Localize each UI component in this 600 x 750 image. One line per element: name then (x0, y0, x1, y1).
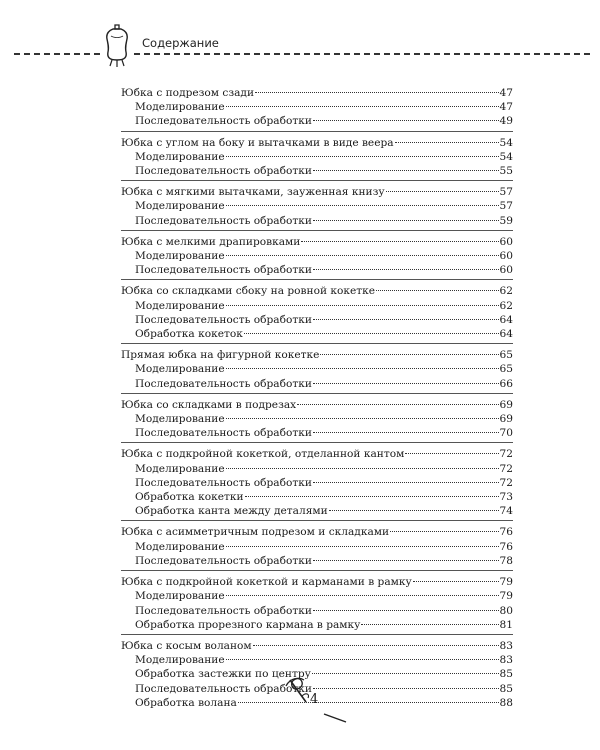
dot-leader (386, 191, 499, 192)
dot-leader (226, 156, 499, 157)
dot-leader (413, 581, 499, 582)
toc-section (121, 284, 513, 344)
dress-form-icon (100, 22, 134, 70)
toc-subentry[interactable] (121, 164, 513, 178)
toc-section (121, 136, 513, 182)
toc-entry-title: Последовательность обработки (135, 115, 312, 128)
toc-subentry[interactable] (121, 476, 513, 490)
toc-entry[interactable] (121, 447, 513, 461)
toc-subentry[interactable] (121, 426, 513, 440)
dot-leader (376, 290, 498, 291)
toc-subentry[interactable] (121, 412, 513, 426)
toc-page-number: 81 (499, 618, 513, 631)
toc-entry-title: Последовательность обработки (135, 214, 312, 227)
page-header (0, 0, 600, 70)
toc-entry[interactable] (121, 525, 513, 539)
toc-page-number: 70 (499, 427, 513, 440)
toc-page-number: 69 (499, 398, 513, 411)
toc-entry-title: Моделирование (135, 250, 225, 263)
toc-subentry[interactable] (121, 327, 513, 341)
toc-page-number: 62 (499, 299, 513, 312)
toc-entry-title: Моделирование (135, 654, 225, 667)
dot-leader (313, 319, 499, 320)
toc-section (121, 86, 513, 132)
toc-page-number: 64 (499, 313, 513, 326)
toc-entry-title: Моделирование (135, 540, 225, 553)
toc-page-number: 57 (499, 186, 513, 199)
toc-subentry[interactable] (121, 299, 513, 313)
toc-entry[interactable] (121, 575, 513, 589)
dot-leader (226, 255, 499, 256)
toc-page-number: 79 (499, 576, 513, 589)
toc-page-number: 83 (499, 639, 513, 652)
toc-section (121, 447, 513, 521)
toc-page-number: 78 (499, 554, 513, 567)
dot-leader (226, 595, 499, 596)
toc-subentry[interactable] (121, 462, 513, 476)
header-title: Содержание (142, 36, 219, 50)
table-of-contents (121, 86, 513, 716)
dot-leader (226, 368, 499, 369)
toc-page-number: 62 (499, 285, 513, 298)
dot-leader (313, 610, 499, 611)
toc-page-number: 76 (499, 540, 513, 553)
toc-page-number: 65 (499, 349, 513, 362)
dot-leader (238, 702, 499, 703)
toc-entry-title: Юбка с подрезом сзади (121, 87, 255, 99)
toc-page-number: 60 (499, 250, 513, 263)
toc-page-number: 79 (499, 590, 513, 603)
toc-subentry[interactable] (121, 653, 513, 667)
toc-entry-title: Последовательность обработки (135, 682, 312, 695)
toc-entry-title: Моделирование (135, 363, 225, 376)
toc-page-number: 72 (499, 448, 513, 461)
toc-subentry[interactable] (121, 490, 513, 504)
toc-entry[interactable] (121, 348, 513, 362)
toc-entry-title: Моделирование (135, 590, 225, 603)
toc-entry-title: Моделирование (135, 462, 225, 475)
toc-subentry[interactable] (121, 199, 513, 213)
toc-section (121, 398, 513, 444)
toc-subentry[interactable] (121, 249, 513, 263)
dot-leader (329, 510, 499, 511)
dot-leader (313, 220, 499, 221)
dot-leader (313, 170, 499, 171)
dot-leader (226, 305, 499, 306)
dot-leader (405, 453, 498, 454)
toc-page-number: 59 (499, 214, 513, 227)
toc-page-number: 66 (499, 377, 513, 390)
toc-page-number: 85 (499, 682, 513, 695)
toc-page-number: 64 (499, 328, 513, 341)
toc-entry-title: Последовательность обработки (135, 476, 312, 489)
toc-entry-title: Моделирование (135, 150, 225, 163)
toc-page-number: 60 (499, 235, 513, 248)
toc-section (121, 185, 513, 231)
toc-page-number: 72 (499, 462, 513, 475)
toc-entry-title: Юбка со складками сбоку на ровной кокетке (121, 285, 376, 298)
dot-leader (361, 624, 498, 625)
toc-page-number: 60 (499, 264, 513, 277)
dot-leader (390, 531, 498, 532)
dot-leader (313, 432, 499, 433)
toc-page-number: 54 (499, 150, 513, 163)
toc-subentry[interactable] (121, 554, 513, 568)
toc-entry[interactable] (121, 284, 513, 298)
toc-subentry[interactable] (121, 114, 513, 128)
toc-subentry[interactable] (121, 504, 513, 518)
toc-subentry[interactable] (121, 313, 513, 327)
page-number: 4 (310, 692, 319, 707)
toc-page-number: 80 (499, 604, 513, 617)
toc-entry-title: Последовательность обработки (135, 313, 312, 326)
dot-leader (320, 354, 498, 355)
dot-leader (226, 659, 499, 660)
dot-leader (313, 383, 499, 384)
toc-entry-title: Обработка кокеток (135, 328, 243, 341)
toc-subentry[interactable] (121, 540, 513, 554)
toc-entry-title: Последовательность обработки (135, 427, 312, 440)
dot-leader (255, 92, 499, 93)
dot-leader (301, 241, 498, 242)
toc-entry-title: Юбка с углом на боку и вытачками в виде веера (121, 136, 394, 149)
toc-entry[interactable] (121, 185, 513, 199)
toc-subentry[interactable] (121, 150, 513, 164)
toc-entry-title: Последовательность обработки (135, 604, 312, 617)
toc-section (121, 575, 513, 635)
toc-entry-title: Юбка с асимметричным подрезом и складками (121, 526, 390, 539)
toc-page-number: 88 (499, 696, 513, 709)
dot-leader (226, 468, 499, 469)
toc-page-number: 72 (499, 476, 513, 489)
toc-page-number: 85 (499, 668, 513, 681)
toc-entry-title: Обработка канта между деталями (135, 505, 328, 518)
toc-entry-title: Последовательность обработки (135, 165, 312, 178)
dot-leader (313, 560, 499, 561)
toc-entry-title: Последовательность обработки (135, 554, 312, 567)
toc-subentry[interactable] (121, 362, 513, 376)
dot-leader (245, 496, 499, 497)
toc-subentry[interactable] (121, 214, 513, 228)
toc-entry[interactable] (121, 398, 513, 412)
toc-section (121, 525, 513, 571)
toc-entry-title: Юбка с мягкими вытачками, зауженная книзу (121, 186, 385, 199)
toc-entry-title: Моделирование (135, 299, 225, 312)
toc-page-number: 49 (499, 115, 513, 128)
dot-leader (226, 106, 499, 107)
toc-page-number: 83 (499, 654, 513, 667)
toc-entry-title: Юбка с подкройной кокеткой и карманами в рамку (121, 576, 412, 589)
toc-entry-title: Юбка со складками в подрезах (121, 398, 297, 411)
toc-entry[interactable] (121, 639, 513, 653)
toc-entry-title: Обработка волана (135, 696, 237, 709)
dot-leader (244, 333, 499, 334)
toc-page-number: 74 (499, 505, 513, 518)
toc-subentry[interactable] (121, 100, 513, 114)
toc-entry[interactable] (121, 86, 513, 100)
toc-entry-title: Моделирование (135, 101, 225, 114)
dot-leader (226, 418, 499, 419)
toc-section (121, 348, 513, 394)
toc-entry[interactable] (121, 235, 513, 249)
toc-entry[interactable] (121, 136, 513, 150)
toc-entry-title: Последовательность обработки (135, 264, 312, 277)
dot-leader (226, 205, 499, 206)
toc-page-number: 73 (499, 491, 513, 504)
toc-entry-title: Обработка прорезного кармана в рамку (135, 618, 361, 631)
dot-leader (395, 142, 499, 143)
toc-page-number: 57 (499, 200, 513, 213)
toc-section (121, 235, 513, 281)
toc-entry-title: Последовательность обработки (135, 377, 312, 390)
toc-page-number: 47 (499, 101, 513, 114)
dot-leader (297, 404, 498, 405)
dot-leader (313, 269, 499, 270)
toc-subentry[interactable] (121, 377, 513, 391)
toc-page-number: 69 (499, 413, 513, 426)
toc-page-number: 76 (499, 526, 513, 539)
toc-page-number: 55 (499, 165, 513, 178)
toc-entry-title: Моделирование (135, 200, 225, 213)
dot-leader (313, 120, 499, 121)
toc-subentry[interactable] (121, 263, 513, 277)
toc-subentry[interactable] (121, 604, 513, 618)
toc-entry-title: Юбка с подкройной кокеткой, отделанной кантом (121, 448, 405, 461)
toc-entry-title: Обработка кокетки (135, 491, 244, 504)
dot-leader (226, 546, 499, 547)
dot-leader (313, 482, 499, 483)
toc-entry-title: Прямая юбка на фигурной кокетке (121, 349, 320, 362)
toc-entry-title: Моделирование (135, 413, 225, 426)
toc-page-number: 65 (499, 363, 513, 376)
toc-subentry[interactable] (121, 618, 513, 632)
toc-entry-title: Юбка с косым воланом (121, 639, 252, 652)
toc-page-number: 54 (499, 136, 513, 149)
toc-entry-title: Обработка застежки по центру (135, 668, 311, 681)
toc-subentry[interactable] (121, 589, 513, 603)
toc-entry-title: Юбка с мелкими драпировками (121, 235, 301, 248)
toc-page-number: 47 (499, 87, 513, 99)
dot-leader (253, 645, 499, 646)
